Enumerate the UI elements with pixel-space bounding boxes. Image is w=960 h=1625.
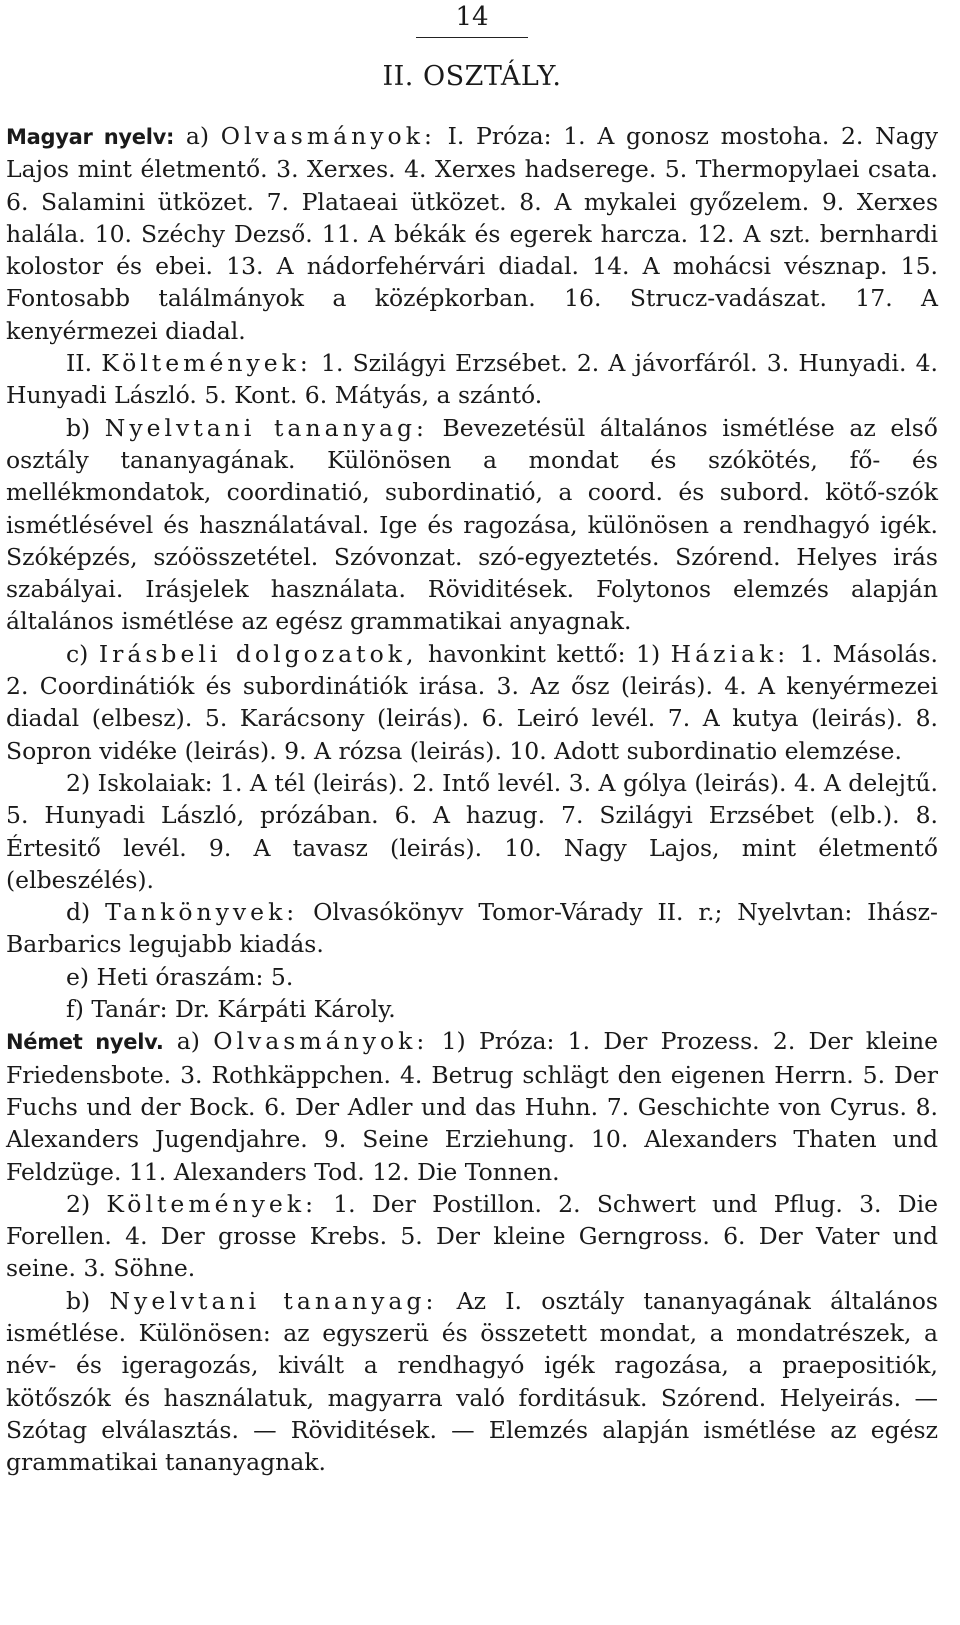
magyar-homework-paragraph — [6, 638, 938, 767]
homework-list: 1. Másolás. 2. Coordinátiók és subordinátiók irása. 3. Az ősz (leirás). 4. A kenyérmezei diadal (elbesz). 5. Karácsony (leirás). 6. Leiró levél. 7. A kutya (leirás). 8. Sopron vidéke (leirás). 9. A rózsa (leirás). 10. Adott subordinatio elemzése. — [6, 639, 938, 765]
poems-list: 1. Szilágyi Erzsébet. 2. A jávorfáról. 3. Hunyadi. 4. Hunyadi László. 5. Kont. 6. Mátyás, a szántó. — [6, 349, 938, 410]
part-label: b) — [66, 1286, 91, 1315]
part-label: b) — [66, 413, 91, 442]
magyar-teacher: f) Tanár: Dr. Kárpáti Károly. — [66, 995, 396, 1024]
subject-heading-magyar: Magyar nyelv: — [6, 125, 175, 149]
grammar-text: Bevezetésül általános ismétlése az első osztály tananyagának. Különösen a mondat és szókötés, fő- és mellékmondatok, coordinatió, subordinatió, a coord. és subord. kötő-szók ismétlésével és használatával. Ige és ragozása, különösen a rendhagyó igék. Szóképzés, szóösszetétel. Szóvonzat. szó-egyeztetés. Szórend. Helyes irás szabályai. Irásjelek használata. Röviditések. Folytonos elemzés alapján általános ismétlése az egész grammatikai anyagnak. — [6, 413, 938, 636]
magyar-readings-paragraph — [6, 120, 938, 347]
section-label-olvasmanyok: Olvasmányok: — [213, 1027, 429, 1056]
homework-frequency: havonkint kettő: 1) — [427, 639, 661, 668]
magyar-weekly-hours: e) Heti óraszám: 5. — [66, 962, 294, 991]
section-label-olvasmanyok: Olvasmányok: — [220, 122, 436, 150]
magyar-textbooks-paragraph — [6, 896, 938, 961]
section-label-koltemenyek: Költemények: — [106, 1189, 317, 1218]
part-label: a) — [176, 1027, 200, 1056]
section-label-nyelvtani: Nyelvtani tananyag: — [109, 1286, 438, 1315]
subject-heading-nemet: Német nyelv. — [6, 1030, 164, 1055]
body-text — [6, 120, 938, 1478]
poems-list: 1. Der Postillon. 2. Schwert und Pflug. 3. Die Forellen. 4. Der grosse Krebs. 5. Der kleine Gerngross. 6. Der Vater und seine. 3. Söhne. — [6, 1189, 938, 1283]
nemet-grammar-paragraph — [6, 1285, 938, 1479]
readings-list: 1) Próza: 1. Der Prozess. 2. Der kleine Friedensbote. 3. Rothkäppchen. 4. Betrug schlägt den eigenen Herrn. 5. Der Fuchs und der Bock. 6. Der Adler und das Huhn. 7. Geschichte von Cyrus. 8. Alexanders Jugendjahre. 9. Seine Erziehung. 10. Alexanders Thaten und Feldzüge. 11. Alexanders Tod. 12. Die Tonnen. — [6, 1027, 938, 1186]
magyar-poems-paragraph — [6, 347, 938, 412]
grammar-text: Az I. osztály tananyagának általános ismétlése. Különösen: az egyszerü és összetett mondat, a mondatrészek, a név- és igeragozás, kivált a rendhagyó igék ragozása, a praepositiók, kötőszók és használatuk, magyarra való forditásuk. Szórend. Helyeirás. — Szótag elválasztás. — Röviditések. — Elemzés alapján ismétlése az egész grammatikai tananyagnak. — [6, 1286, 938, 1477]
readings-list: I. Próza: 1. A gonosz mostoha. 2. Nagy Lajos mint életmentő. 3. Xerxes. 4. Xerxes hadserege. 5. Thermopylaei csata. 6. Salamini ütközet. 7. Plataeai ütközet. 8. A mykalei győzelem. 9. Xerxes halála. 10. Széchy Dezső. 11. A békák és egerek harcza. 12. A szt. bernhardi kolostor és ebei. 13. A nádorfehérvári diadal. 14. A mohácsi vésznap. 15. Fontosabb találmányok a középkorban. 16. Strucz-vadászat. 17. A kenyérmezei diadal. — [6, 122, 938, 345]
section-label-irasbeli: Irásbeli dolgozatok, — [98, 639, 418, 668]
class-title: II. OSZTÁLY. — [382, 61, 562, 92]
section-label-tankonyvek: Tankönyvek: — [105, 898, 299, 927]
school-work-list: 2) Iskolaiak: 1. A tél (leirás). 2. Intő levél. 3. A gólya (leirás). 4. A delejtű. 5. Hunyadi László, prózában. 6. A hazug. 7. Szilágyi Erzsébet (elb.). 8. Értesitő levél. 9. A tavasz (leirás). 10. Nagy Lajos, mint életmentő (elbeszélés). — [6, 768, 938, 894]
magyar-school-work-paragraph — [6, 767, 938, 896]
part-label: d) — [66, 898, 91, 927]
part-label: 2) — [66, 1189, 91, 1218]
section-label-koltemenyek: Költemények: — [101, 349, 312, 378]
page-number-rule — [416, 37, 528, 38]
page-number: 14 — [455, 2, 489, 32]
part-label: a) — [185, 122, 210, 150]
part-label: II. — [66, 349, 93, 378]
textbooks-text: Olvasókönyv Tomor-Várady II. r.; Nyelvtan: Ihász-Barbarics legujabb kiadás. — [6, 898, 938, 959]
part-label: c) — [66, 639, 89, 668]
section-label-haziak: Háziak: — [670, 639, 790, 668]
nemet-poems-paragraph — [6, 1188, 938, 1285]
magyar-grammar-paragraph — [6, 412, 938, 638]
section-label-nyelvtani: Nyelvtani tananyag: — [104, 413, 428, 442]
nemet-readings-paragraph — [6, 1025, 938, 1187]
